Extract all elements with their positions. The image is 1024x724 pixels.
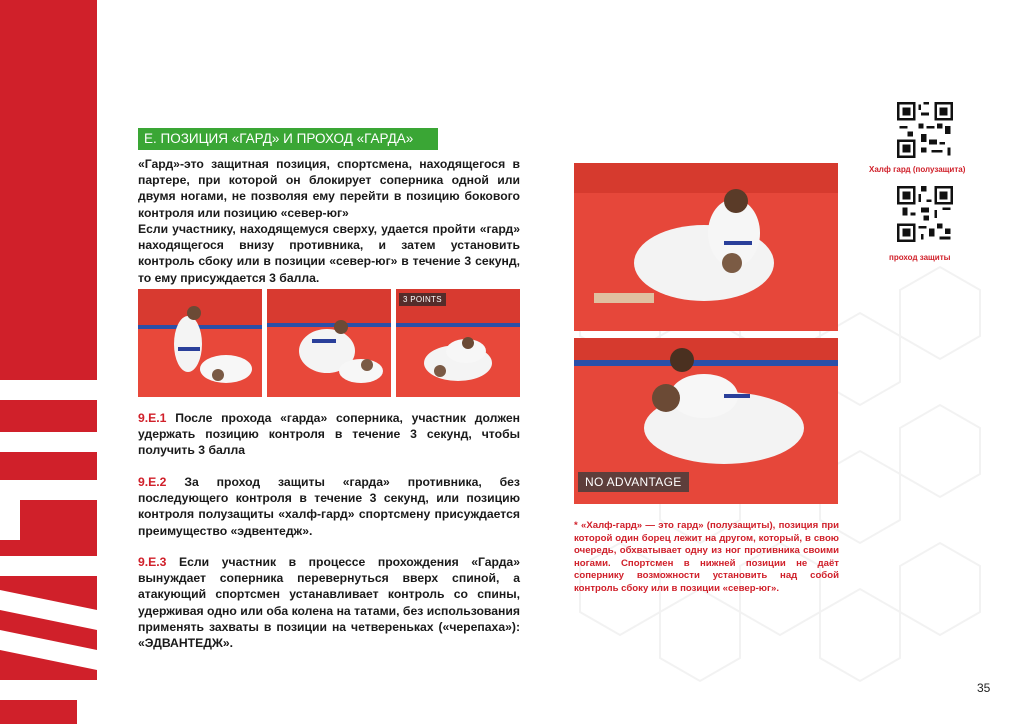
page-number: 35 [977, 681, 991, 695]
rule-9e3-text: Если участник в процессе прохождения «Гарда» вынуждает соперника перевернуться вверх спиной, а атакующий спортсмен устанавливает контроль со спины, удерживая одно или оба колена на татами, без использования применять захваты в позиции на четвереньках («черепаха»): «ЭДВАНТЕДЖ». [138, 555, 520, 651]
rule-9e2 [138, 474, 520, 539]
qr-label-half-guard: Халф гард (полузащита) [869, 165, 966, 174]
qr-label-guard-pass: проход защиты [889, 253, 951, 262]
rule-9e1 [138, 410, 520, 459]
brand-logo [0, 380, 97, 724]
no-advantage-badge: NO ADVANTAGE [578, 472, 689, 492]
rule-9e3 [138, 554, 520, 651]
rule-9e1-text: После прохода «гарда» соперника, участник должен удержать позицию контроля в течение 3 секунд, чтобы получить 3 балла [138, 411, 520, 458]
three-points-badge: 3 POINTS [399, 293, 446, 306]
rule-9e2-number: 9.E.2 [138, 475, 167, 489]
photo-guard-pass-2 [267, 289, 391, 397]
half-guard-footnote: * «Халф-гард» — это гард» (полузащиты), позиция при которой один борец лежит на другом, который, в свою очередь, обхватывает одну из ног противника своими ногами. Спортсмен в нижней позиции не даёт сопернику возможности установить над собой контроль сбоку или в позиции «север-юг». [574, 520, 839, 594]
rule-9e1-number: 9.E.1 [138, 411, 167, 425]
photo-guard-pass-3 [396, 289, 520, 397]
qr-code-half-guard[interactable] [897, 102, 953, 158]
section-title: E. ПОЗИЦИЯ «ГАРД» И ПРОХОД «ГАРДА» [138, 128, 438, 150]
photo-guard-pass-1 [138, 289, 262, 397]
photo-half-guard-top [574, 163, 838, 331]
guard-definition-paragraph: «Гард»-это защитная позиция, спортсмена, находящегося в партере, при которой он блокирует соперника одной или двумя ногами, не позволяя ему перейти в позицию бокового контроля или позицию «север-юг» [138, 157, 520, 220]
rule-9e3-number: 9.E.3 [138, 555, 167, 569]
qr-code-guard-pass[interactable] [897, 186, 953, 242]
rule-9e2-text: За проход защиты «гарда» противника, без последующего контроля в течение 3 секунд, или позицию контроля полузащиты «халф-гард» спортсмену присуждается преимущество «эдвентедж». [138, 475, 520, 538]
photo-half-guard-bottom [574, 338, 838, 504]
guard-pass-paragraph: Если участнику, находящемуся сверху, удается пройти «гард» находящегося внизу противника, и затем установить контроль сбоку или в позиции «север-юг» в течение 3 секунд, то ему присуждается 3 балла. [138, 222, 520, 285]
